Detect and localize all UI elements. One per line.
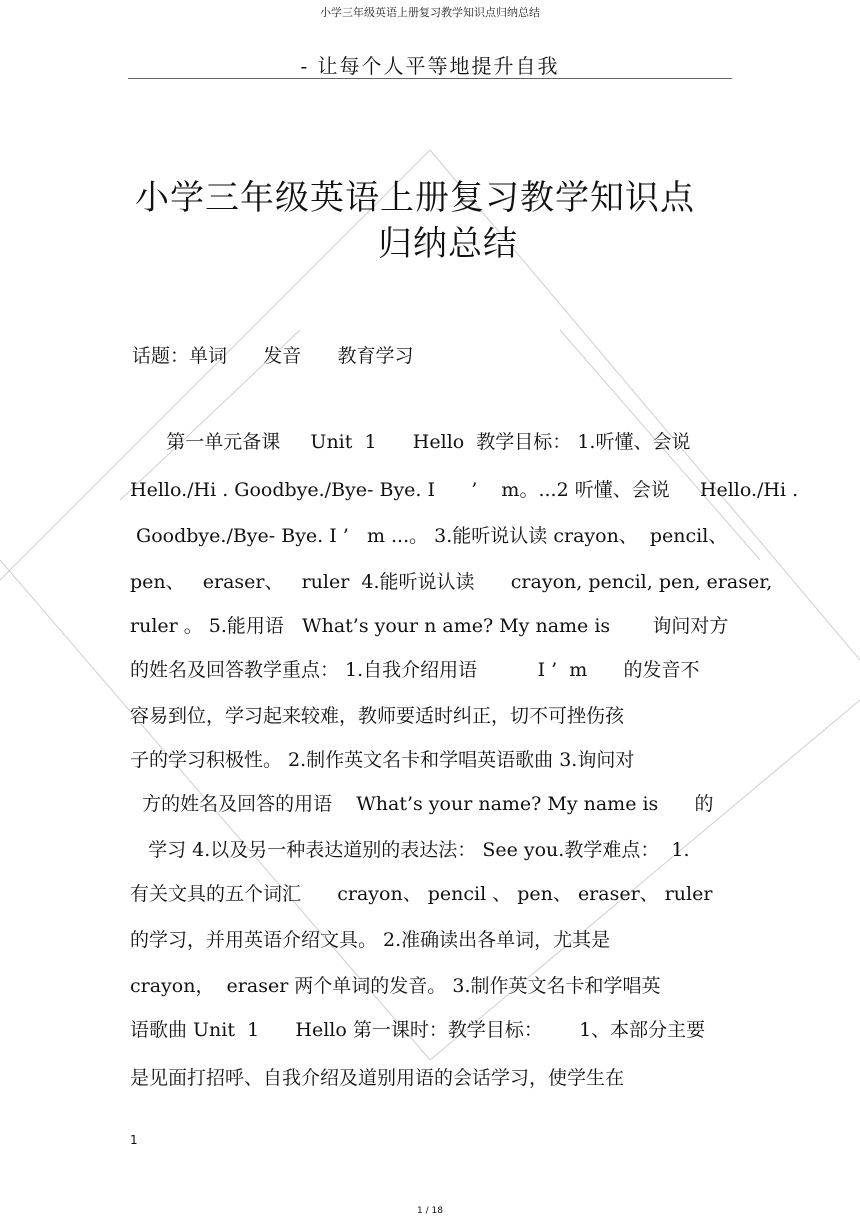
body-line: 是见面打招呼、自我介绍及道别用语的会话学习，使学生在 <box>130 1067 625 1089</box>
body-line: 的姓名及回答教学重点： 1.自我介绍用语 I ’ m 的发音不 <box>130 659 700 681</box>
body-line: 容易到位，学习起来较难，教师要适时纠正，切不可挫伤孩 <box>130 705 625 727</box>
page-number: 1 / 18 <box>417 1206 443 1216</box>
body-line: crayon， eraser 两个单词的发音。 3.制作英文名卡和学唱英 <box>130 975 661 997</box>
body-line: 的学习，并用英语介绍文具。 2.准确读出各单词，尤其是 <box>130 929 611 951</box>
body-line: Goodbye./Bye- Bye. I ’ m ...。 3.能听说认读 crayon、 pencil、 <box>130 525 728 547</box>
body-line: pen、 eraser、 ruler 4.能听说认读 crayon, pencil, pen, eraser, <box>130 571 773 593</box>
document-title-line-2: 归纳总结 <box>378 224 518 264</box>
body-line: 语歌曲 Unit 1 Hello 第一课时：教学目标： 1、本部分主要 <box>130 1019 706 1041</box>
document-header-title: 小学三年级英语上册复习教学知识点归纳总结 <box>320 6 540 19</box>
topics-line: 话题：单词 发音 教育学习 <box>132 345 414 367</box>
header-divider <box>128 78 732 79</box>
body-line: 第一单元备课 Unit 1 Hello 教学目标： 1.听懂、会说 <box>130 431 691 453</box>
body-line: 子的学习积极性。 2.制作英文名卡和学唱英语歌曲 3.询问对 <box>130 749 635 771</box>
header-slogan: - 让每个人平等地提升自我 <box>300 54 560 78</box>
body-line: Hello./Hi . Goodbye./Bye- Bye. I ’ m。...2 听懂、会说 Hello./Hi . <box>130 479 799 501</box>
body-line: 方的姓名及回答的用语 What’s your name? My name is 的 <box>130 793 714 815</box>
body-line: 学习 4.以及另一种表达道别的表达法： See you.教学难点： 1. <box>130 839 690 861</box>
body-line: 有关文具的五个词汇 crayon、 pencil 、 pen、 eraser、 ruler <box>130 883 713 905</box>
footnote-number: 1 <box>130 1133 138 1147</box>
document-title-line-1: 小学三年级英语上册复习教学知识点 <box>135 178 695 218</box>
body-line: ruler 。 5.能用语 What’s your n ame? My name is 询问对方 <box>130 615 729 637</box>
